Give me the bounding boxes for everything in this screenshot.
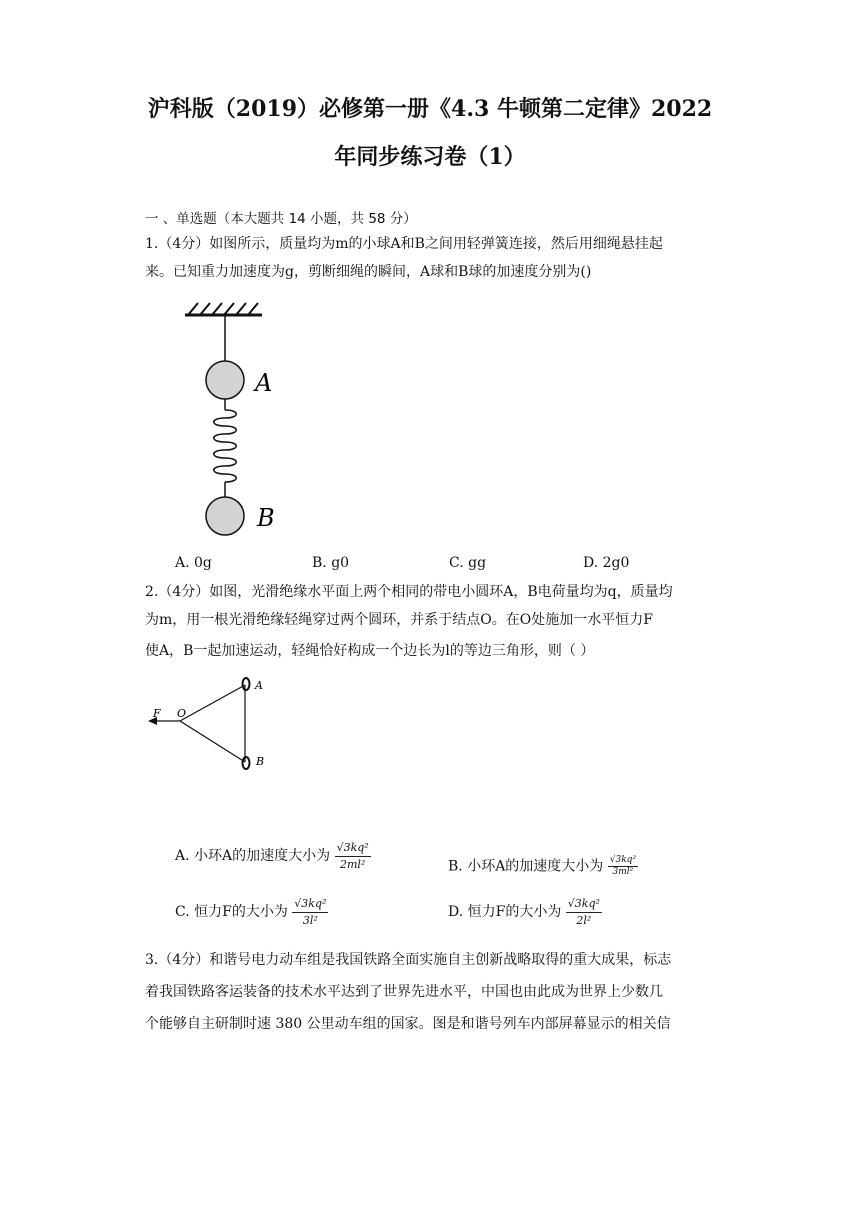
- q2-option-a-text: A. 小环A的加速度大小为: [175, 848, 331, 864]
- ball-b: [206, 497, 244, 535]
- q2-option-a-fraction: [335, 840, 371, 872]
- fraction-numerator: √3kq²: [566, 896, 602, 913]
- q1-option-b: B. g0: [312, 555, 350, 571]
- label-a: A: [255, 679, 263, 692]
- q1-spring-figure: [180, 300, 290, 545]
- q3-stem-line-3: 个能够自主研制时速 380 公里动车组的国家。图是和谐号列车内部屏幕显示的相关信: [145, 1016, 671, 1032]
- q2-option-b-fraction: [608, 855, 638, 878]
- ball-a: [206, 361, 244, 399]
- q2-triangle-figure: [145, 672, 275, 782]
- q1-stem-line-1: 1.（4分）如图所示，质量均为m的小球A和B之间用轻弹簧连接，然后用细绳悬挂起: [145, 236, 663, 252]
- page-title-line-1: 沪科版（2019）必修第一册《4.3 牛顿第二定律》2022: [147, 96, 713, 122]
- label-a: A: [255, 369, 273, 397]
- spring: [214, 410, 237, 482]
- ceiling-hatching: [188, 303, 258, 315]
- fraction-denominator: 2ml²: [339, 858, 366, 871]
- q2-stem-line-3: 使A，B一起加速运动，轻绳恰好构成一个边长为l的等边三角形，则（ ）: [145, 643, 595, 659]
- label-o: O: [177, 707, 187, 720]
- section-heading: 一 、单选题（本大题共 14 小题，共 58 分）: [145, 211, 417, 227]
- label-b: B: [256, 755, 265, 768]
- q1-stem-line-2: 来。已知重力加速度为g，剪断细绳的瞬间，A球和B球的加速度分别为(): [145, 264, 592, 280]
- q1-option-c: C. gg: [449, 555, 487, 571]
- fraction-denominator: 3ml²: [612, 867, 634, 877]
- q2-stem-line-1: 2.（4分）如图，光滑绝缘水平面上两个相同的带电小圆环A，B电荷量均为q，质量均: [145, 584, 673, 600]
- q2-option-b: [448, 855, 638, 878]
- fraction-numerator: √3kq²: [292, 896, 328, 913]
- q2-option-c-text: C. 恒力F的大小为: [175, 904, 288, 920]
- q1-option-d: D. 2g0: [583, 555, 630, 571]
- fraction-numerator: √3kq²: [335, 840, 371, 857]
- label-f: F: [153, 707, 161, 720]
- q2-option-a: [175, 840, 371, 872]
- q3-stem-line-2: 着我国铁路客运装备的技术水平达到了世界先进水平，中国也由此成为世界上少数几: [145, 984, 663, 1000]
- q2-option-c-fraction: [292, 896, 328, 928]
- q2-option-c: [175, 896, 328, 928]
- q3-stem-line-1: 3.（4分）和谐号电力动车组是我国铁路全面实施自主创新战略取得的重大成果，标志: [145, 952, 672, 968]
- fraction-denominator: 2l²: [576, 914, 592, 927]
- q2-option-d-fraction: [566, 896, 602, 928]
- q2-option-b-text: B. 小环A的加速度大小为: [448, 858, 604, 875]
- q1-option-a: A. 0g: [175, 555, 212, 571]
- fraction-denominator: 3l²: [302, 914, 318, 927]
- q2-stem-line-2: 为m，用一根光滑绝缘轻绳穿过两个圆环，并系于结点O。在O处施加一水平恒力F: [145, 612, 653, 628]
- label-b: B: [257, 504, 275, 532]
- page-title-line-2: 年同步练习卷（1）: [334, 144, 526, 170]
- ring-a: [243, 678, 250, 690]
- ring-b: [243, 757, 250, 769]
- fraction-numerator: √3kq²: [609, 855, 637, 865]
- q2-option-d: [448, 896, 602, 928]
- q2-option-d-text: D. 恒力F的大小为: [448, 904, 562, 920]
